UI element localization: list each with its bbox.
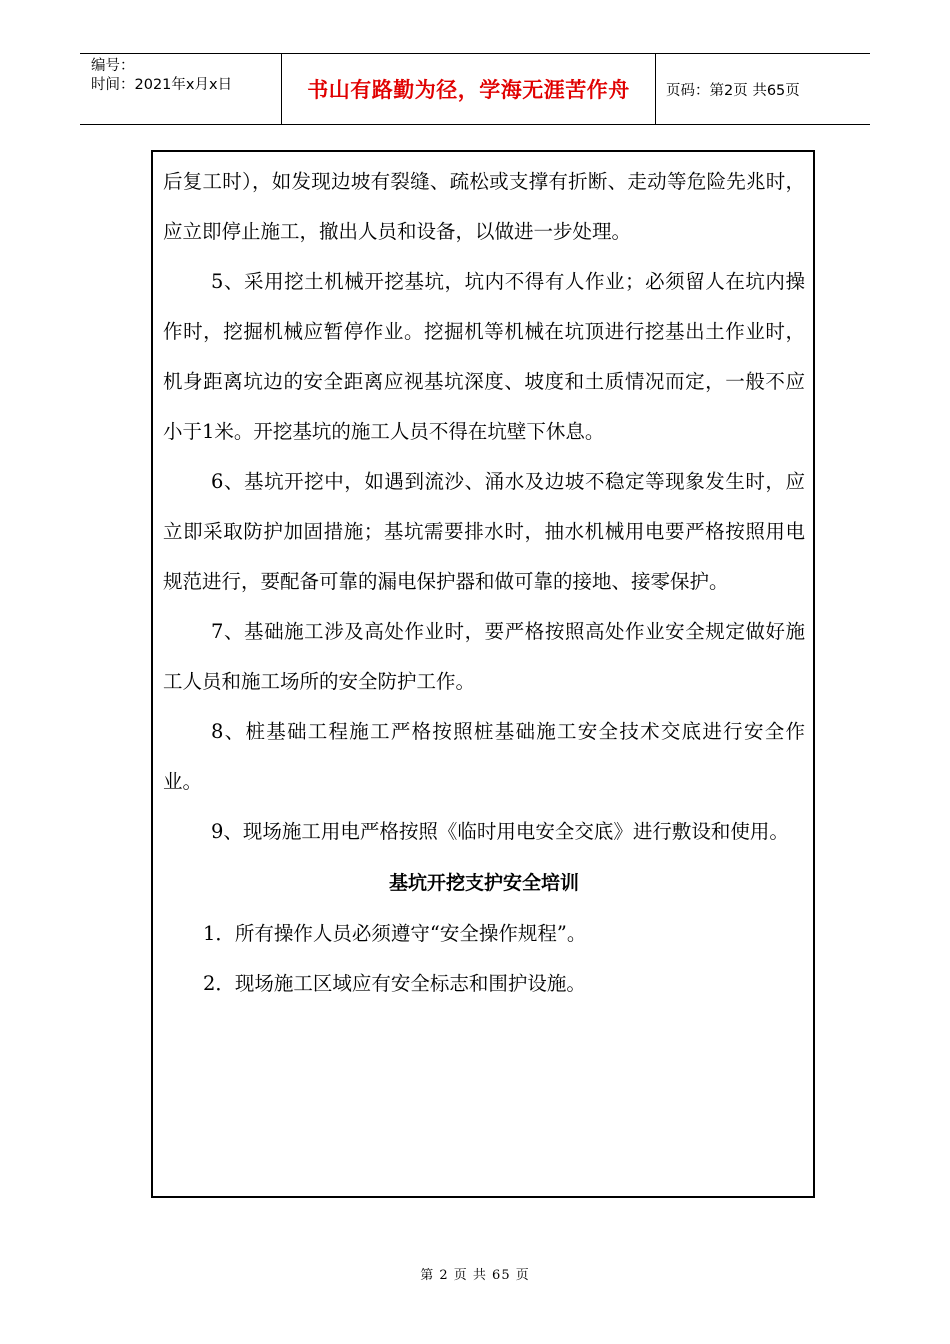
paragraph-item-8: 8、桩基础工程施工严格按照桩基础施工安全技术交底进行安全作业。 [163,720,805,793]
header-meta [80,54,282,124]
training-item-2: 2．现场施工区域应有安全标志和围护设施。 [203,972,586,995]
header-page-info [656,54,870,124]
header-motto: 书山有路勤为径，学海无涯苦作舟 [307,78,630,102]
page-footer: 第 2 页 共 65 页 [420,1268,530,1283]
header-motto-cell [282,54,656,124]
paragraph-item-7: 7、基础施工涉及高处作业时，要严格按照高处作业安全规定做好施工人员和施工场所的安全防护工作。 [163,620,805,693]
document-time-label: 时间：2021年x月x日 [91,77,233,93]
page-header [80,53,870,125]
page-info-text: 页码：第2页 共65页 [666,82,800,99]
paragraph-item-5: 5、采用挖土机械开挖基坑，坑内不得有人作业；必须留人在坑内操作时，挖掘机械应暂停作业。挖掘机等机械在坑顶进行挖基出土作业时，机身距离坑边的安全距离应视基坑深度、坡度和土质情况而定，一般不应小于1米。开挖基坑的施工人员不得在坑壁下休息。 [163,270,805,443]
paragraph-continuation: 后复工时），如发现边坡有裂缝、疏松或支撑有折断、走动等危险先兆时，应立即停止施工，撤出人员和设备，以做进一步处理。 [163,170,805,243]
document-number-label: 编号： [91,58,135,74]
paragraph-item-9: 9、现场施工用电严格按照《临时用电安全交底》进行敷设和使用。 [211,820,789,843]
content-box [151,150,815,1198]
section-title: 基坑开挖支护安全培训 [388,872,579,894]
paragraph-item-6: 6、基坑开挖中，如遇到流沙、涌水及边坡不稳定等现象发生时，应立即采取防护加固措施；基坑需要排水时，抽水机械用电要严格按照用电规范进行，要配备可靠的漏电保护器和做可靠的接地、接零保护。 [163,470,805,593]
training-item-1: 1．所有操作人员必须遵守“安全操作规程”。 [203,922,587,945]
